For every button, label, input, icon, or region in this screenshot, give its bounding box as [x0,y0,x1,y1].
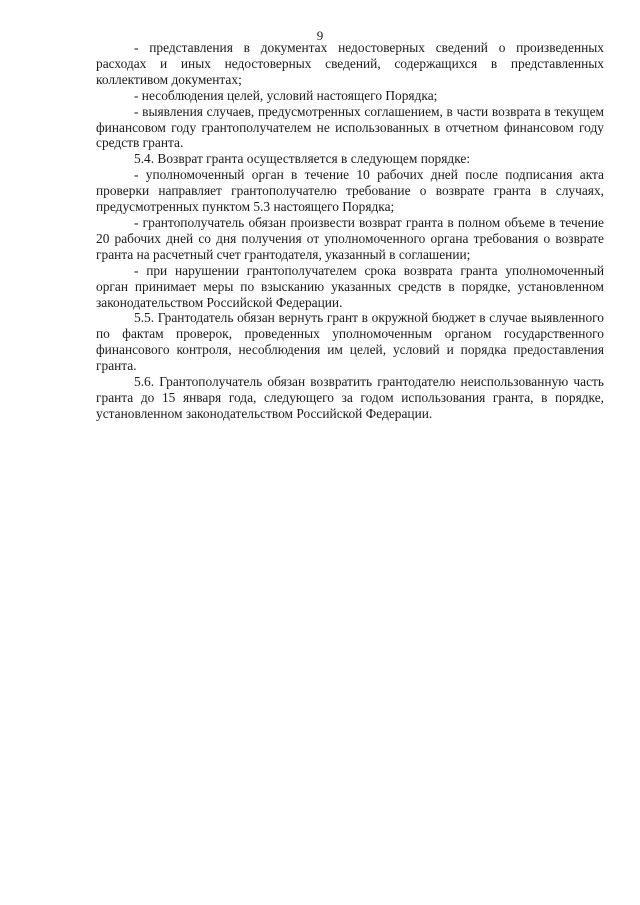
paragraph: - уполномоченный орган в течение 10 рабочих дней после подписания акта проверки направляет грантополучателю требование о возврате гранта в случаях, предусмотренных пунктом 5.3 настоящего Порядка; [96,167,604,215]
paragraph: 5.4. Возврат гранта осуществляется в следующем порядке: [134,151,471,167]
paragraph: 5.5. Грантодатель обязан вернуть грант в окружной бюджет в случае выявленного по фактам проверок, проведенных уполномоченным органом государственного финансового контроля, несоблюдения им целей, условий и порядка предоставления гранта. [96,310,604,374]
paragraph: - при нарушении грантополучателем срока возврата гранта уполномоченный орган принимает меры по взысканию указанных средств в порядке, установленном законодательством Российской Федерации. [96,262,604,310]
paragraph: - несоблюдения целей, условий настоящего Порядка; [134,87,438,103]
paragraph: - выявления случаев, предусмотренных соглашением, в части возврата в текущем финансовом году грантополучателем не использованных в отчетном финансовом году средств гранта. [96,103,604,151]
paragraph: 5.6. Грантополучатель обязан возвратить грантодателю неиспользованную часть гранта до 15 января года, следующего за годом использования гранта, в порядке, установленном законодательством Российской Федерации. [96,374,604,421]
paragraph: - грантополучатель обязан произвести возврат гранта в полном объеме в течение 20 рабочих дней со дня получения от уполномоченного органа требования о возврате гранта на расчетный счет грантодателя, указанный в соглашении; [96,214,604,262]
page-number: 9 [316,28,324,43]
paragraph: - представления в документах недостоверных сведений о произведенных расходах и иных недостоверных сведений, содержащихся в представленных коллективом документах; [96,40,604,87]
document-body [96,40,604,422]
